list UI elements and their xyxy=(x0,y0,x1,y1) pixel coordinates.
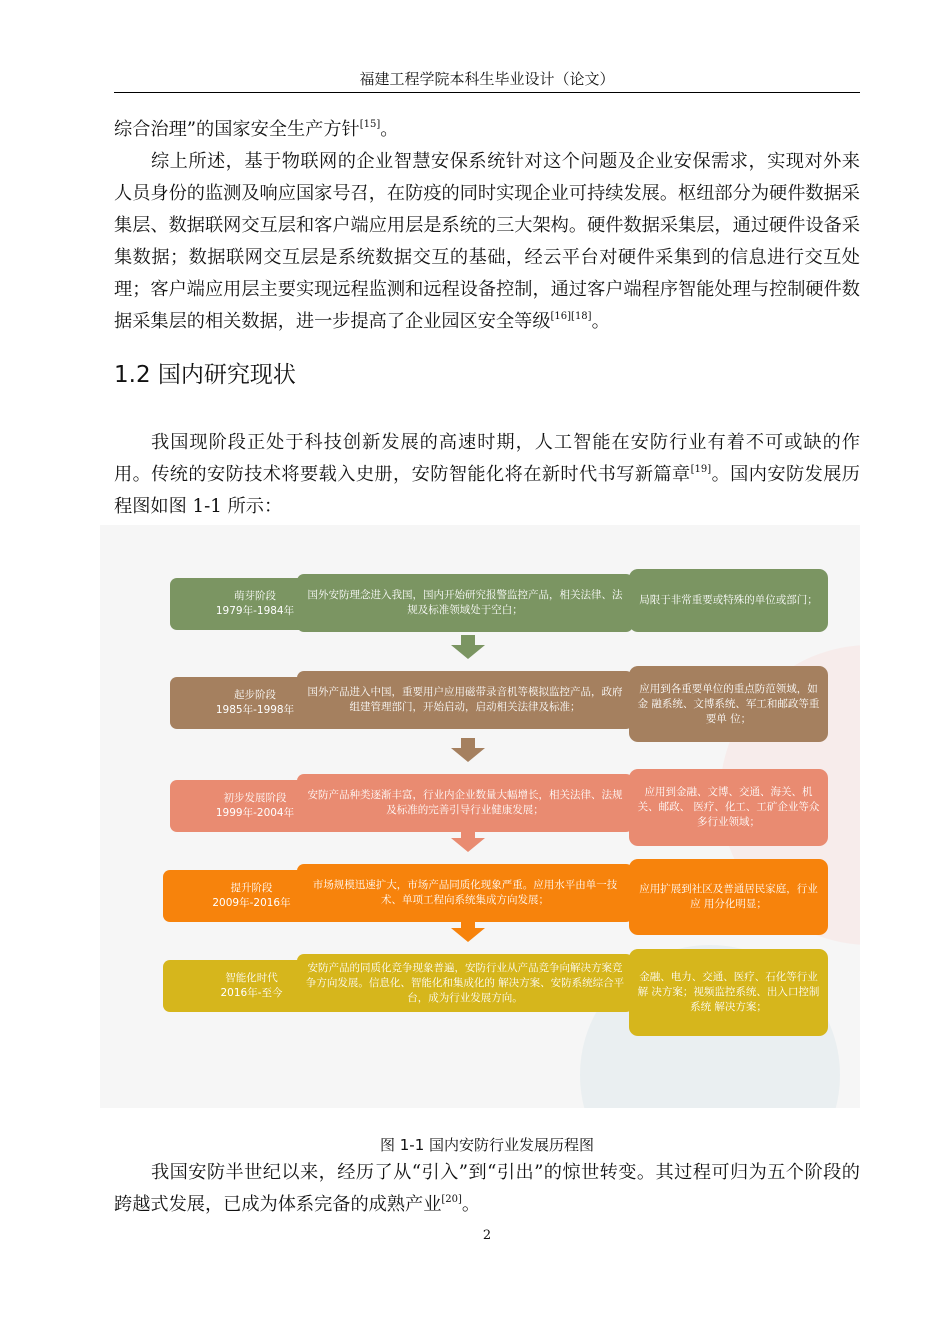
text: 我国安防半世纪以来，经历了从“引入”到“引出”的惊世转变。其过程可归为五个阶段的跨越式发展，已成为体系完备的成熟产业 xyxy=(114,1162,860,1215)
stage-description-box xyxy=(297,574,633,632)
text: 综合治理”的国家安全生产方针 xyxy=(114,119,360,140)
figure-caption: 图 1-1 国内安防行业发展历程图 xyxy=(379,1136,595,1154)
stage-years: 2009年-2016年 xyxy=(212,897,291,909)
citation: [20] xyxy=(441,1194,462,1205)
stage-scope: 应用到金融、文博、交通、海关、机关、邮政、 医疗、化工、工矿企业等众多行业领域； xyxy=(637,786,820,828)
stage-description-box xyxy=(297,954,633,1012)
citation: [15] xyxy=(359,119,381,130)
stage-scope-box xyxy=(629,569,828,632)
stage-description-box xyxy=(297,774,633,832)
stage-name: 初步发展阶段 xyxy=(223,792,287,804)
down-arrow-icon xyxy=(451,635,485,659)
running-header: 福建工程学院本科生毕业设计（论文） xyxy=(114,68,860,93)
stage-years: 1985年-1998年 xyxy=(215,704,295,716)
stage-scope: 应用到各重要单位的重点防范领域，如金 融系统、文博系统、军工和邮政等重要单 位； xyxy=(637,682,820,725)
paragraph xyxy=(114,146,860,338)
citation: [16][18] xyxy=(550,311,592,322)
text: 。国内安防发展历程图如图 1-1 所示： xyxy=(114,464,860,517)
stage-scope-box xyxy=(629,666,828,742)
stage-description-box xyxy=(297,864,633,922)
down-arrow-icon xyxy=(451,738,485,762)
text: 。 xyxy=(591,311,610,332)
stage-description: 国外产品进入中国，重要用户应用磁带录音机等模拟监控产品，政府组建管理部门，开始启动，启动相关法律及标准； xyxy=(307,686,623,713)
stage-years: 2016年-至今 xyxy=(220,987,283,999)
citation: [19] xyxy=(690,464,712,475)
stage-name: 起步阶段 xyxy=(233,689,276,701)
section-title: 1.2 国内研究现状 xyxy=(114,362,296,388)
paragraph xyxy=(114,427,860,523)
text: 我国现阶段正处于科技创新发展的高速时期，人工智能在安防行业有着不可或缺的作用。传统的安防技术将要载入史册，安防智能化将在新时代书写新篇章 xyxy=(114,432,860,485)
stage-scope: 应用扩展到社区及普通居民家庭，行业应 用分化明显； xyxy=(639,883,818,910)
stage-description: 市场规模迅速扩大，市场产品同质化现象严重。应用水平由单一技术、单项工程向系统集成方向发展； xyxy=(312,879,618,906)
stage-scope-box xyxy=(629,949,828,1036)
stage-years: 1999年-2004年 xyxy=(215,807,295,819)
stage-scope: 局限于非常重要或特殊的单位或部门； xyxy=(639,594,818,606)
stage-scope-box xyxy=(629,859,828,935)
figure-timeline-diagram xyxy=(100,525,860,1108)
stage-years: 1979年-1984年 xyxy=(215,605,295,617)
stage-description: 国外安防理念进入我国，国内开始研究报警监控产品，相关法律、法规及标准领域处于空白； xyxy=(307,589,623,616)
stage-scope: 金融、电力、交通、医疗、石化等行业解 决方案；视频监控系统、出入口控制系统 解决方案； xyxy=(637,971,820,1013)
text: 综上所述，基于物联网的企业智慧安保系统针对这个问题及企业安保需求，实现对外来人员身份的监测及响应国家号召，在防疫的同时实现企业可持续发展。枢纽部分为硬件数据采集层、数据联网交互层和客户端应用层是系统的三大架构。硬件数据采集层，通过硬件设备采集数据；数据联网交互层是系统数据交互的基础，经云平台对硬件采集到的信息进行交互处理；客户端应用层主要实现远程监测和远程设备控制，通过客户端程序智能处理与控制硬件数据采集层的相关数据，进一步提高了企业园区安全等级 xyxy=(114,151,860,332)
paragraph xyxy=(114,114,860,146)
down-arrow-icon xyxy=(451,828,485,852)
stage-description: 安防产品种类逐渐丰富，行业内企业数量大幅增长，相关法律、法规及标准的完善引导行业健康发展； xyxy=(307,789,623,816)
text: 。 xyxy=(380,119,399,140)
stage-name: 智能化时代 xyxy=(225,972,278,984)
stage-name: 萌芽阶段 xyxy=(233,590,276,602)
text: 。 xyxy=(461,1194,481,1215)
down-arrow-icon xyxy=(451,918,485,942)
page-number: 2 xyxy=(482,1228,492,1243)
stage-description-box xyxy=(297,671,633,729)
stage-name: 提升阶段 xyxy=(230,882,273,894)
stage-scope-box xyxy=(629,769,828,846)
stage-description: 安防产品的同质化竞争现象普遍，安防行业从产品竞争向解决方案竞争方向发展。信息化、智能化和集成化的 解决方案、安防系统综合平台，成为行业发展方向。 xyxy=(305,961,625,1004)
paragraph xyxy=(114,1157,860,1221)
